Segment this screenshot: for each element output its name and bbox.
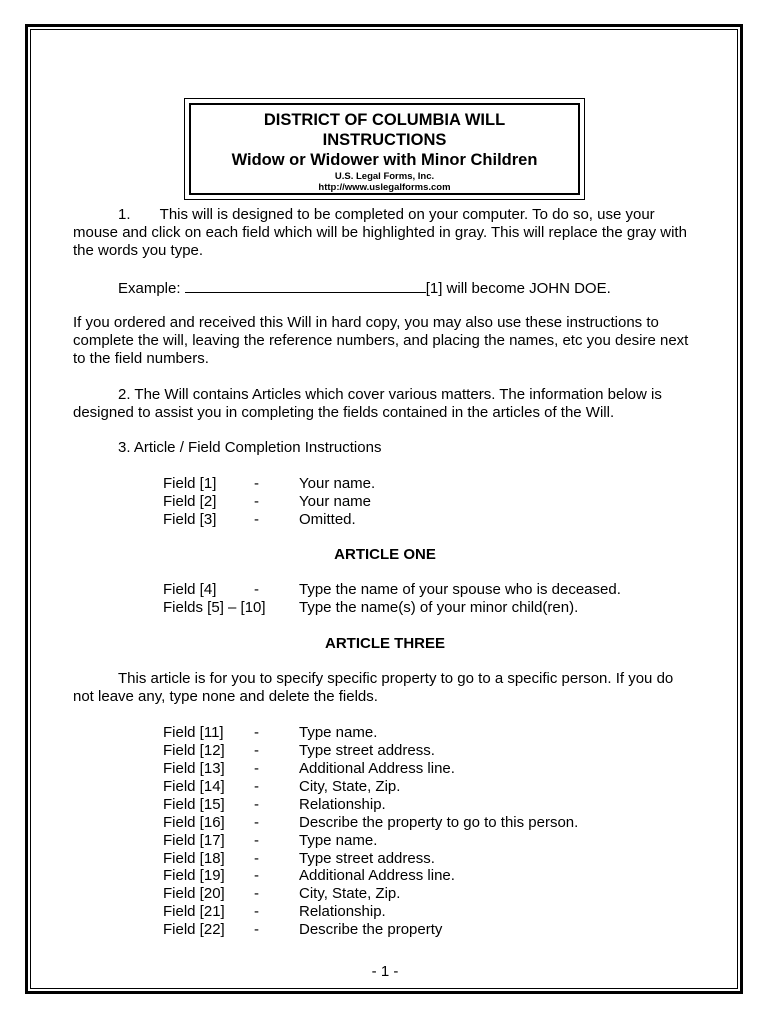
para3-line2: designed to assist you in completing the fields contained in the articles of the Will. [73, 404, 615, 421]
para3-line1: 2. The Will contains Articles which cover various matters. The information below is [118, 386, 662, 403]
field-label: Field [22] [163, 921, 225, 938]
field-desc: City, State, Zip. [299, 885, 401, 902]
article-three-line1: This article is for you to specify specific property to go to a specific person. If you do [118, 670, 674, 687]
para4: 3. Article / Field Completion Instructions [118, 439, 382, 456]
article-one-heading: ARTICLE ONE [334, 546, 436, 563]
field-dash: - [254, 867, 259, 884]
field-dash: - [254, 850, 259, 867]
field-dash: - [254, 814, 259, 831]
title-line-2: INSTRUCTIONS [322, 131, 447, 149]
para2-line2: complete the will, leaving the reference numbers, and placing the names, etc you desire next [73, 332, 689, 349]
field-label: Field [12] [163, 742, 225, 759]
field-dash: - [254, 796, 259, 813]
company-name: U.S. Legal Forms, Inc. [334, 171, 435, 182]
field-dash: - [254, 724, 259, 741]
field-dash: - [254, 742, 259, 759]
company-url: http://www.uslegalforms.com [318, 182, 451, 193]
field-desc: Omitted. [299, 511, 356, 528]
field-dash: - [254, 475, 259, 492]
field-desc: Relationship. [299, 796, 386, 813]
field-desc: Additional Address line. [299, 760, 455, 777]
field-desc: Describe the property to go to this person. [299, 814, 579, 831]
field-dash: - [254, 493, 259, 510]
field-desc: Type name. [299, 832, 378, 849]
field-label: Field [15] [163, 796, 225, 813]
field-desc: Type street address. [299, 742, 435, 759]
example-blank-field [185, 278, 426, 293]
field-dash: - [254, 903, 259, 920]
article-three-heading: ARTICLE THREE [325, 635, 445, 652]
field-dash: - [254, 581, 259, 598]
field-label: Field [13] [163, 760, 225, 777]
field-label: Field [19] [163, 867, 225, 884]
field-dash: - [254, 511, 259, 528]
field-desc: City, State, Zip. [299, 778, 401, 795]
field-dash: - [254, 778, 259, 795]
para1-line1: 1. This will is designed to be completed on your computer. To do so, use your [118, 206, 655, 223]
field-desc: Your name. [299, 475, 376, 492]
example-suffix: [1] will become JOHN DOE. [425, 280, 611, 297]
field-desc: Your name [299, 493, 371, 510]
field-label: Fields [5] – [10] [163, 599, 266, 616]
field-desc: Type the name(s) of your minor child(ren). [299, 599, 579, 616]
field-dash: - [254, 921, 259, 938]
title-box [189, 103, 580, 195]
field-label: Field [3] [163, 511, 217, 528]
field-desc: Additional Address line. [299, 867, 455, 884]
field-desc: Relationship. [299, 903, 386, 920]
para1-line3: the words you type. [73, 242, 204, 259]
field-desc: Type the name of your spouse who is deceased. [299, 581, 621, 598]
example-line [118, 278, 611, 298]
field-desc: Describe the property [299, 921, 443, 938]
article-three-line2: not leave any, type none and delete the fields. [73, 688, 378, 705]
field-dash: - [254, 832, 259, 849]
field-label: Field [16] [163, 814, 225, 831]
field-label: Field [2] [163, 493, 217, 510]
title-line-1: DISTRICT OF COLUMBIA WILL [263, 111, 506, 129]
field-label: Field [4] [163, 581, 217, 598]
field-label: Field [20] [163, 885, 225, 902]
field-label: Field [18] [163, 850, 225, 867]
para2-line1: If you ordered and received this Will in hard copy, you may also use these instructions to [73, 314, 659, 331]
page-number: - 1 - [371, 963, 399, 980]
field-label: Field [21] [163, 903, 225, 920]
field-label: Field [1] [163, 475, 217, 492]
para2-line3: to the field numbers. [73, 350, 209, 367]
field-label: Field [14] [163, 778, 225, 795]
example-prefix: Example: [118, 280, 185, 297]
field-label: Field [17] [163, 832, 225, 849]
para1-line2: mouse and click on each field which will be highlighted in gray. This will replace the gray with [73, 224, 687, 241]
field-dash: - [254, 760, 259, 777]
subtitle: Widow or Widower with Minor Children [231, 151, 538, 169]
field-dash: - [254, 885, 259, 902]
field-desc: Type street address. [299, 850, 435, 867]
field-desc: Type name. [299, 724, 378, 741]
field-label: Field [11] [163, 724, 224, 741]
